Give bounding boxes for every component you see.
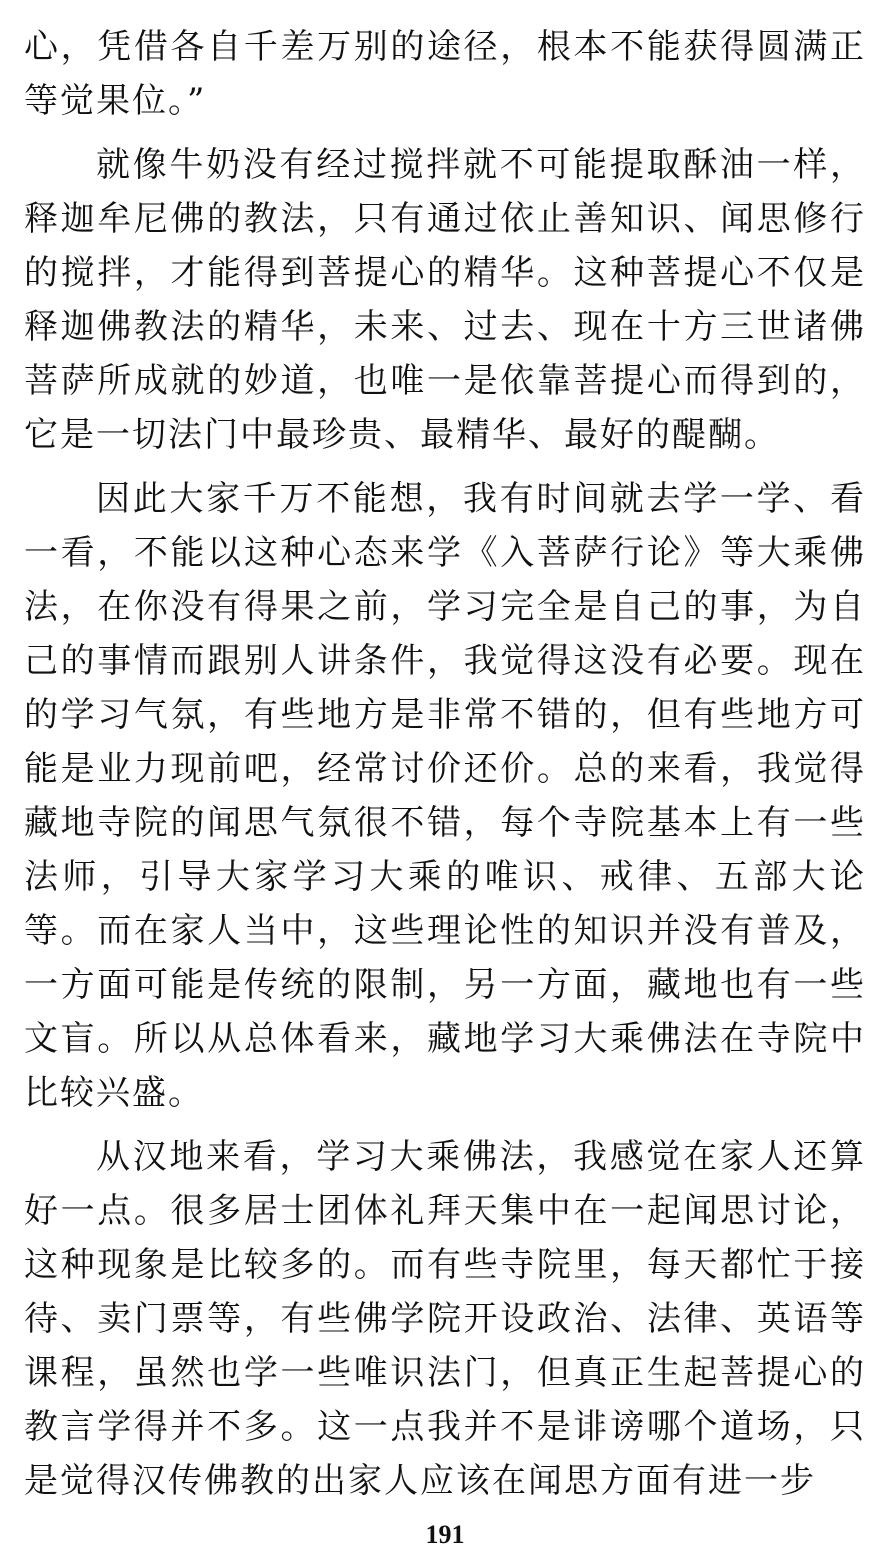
paragraph-han-region: 从汉地来看，学习大乘佛法，我感觉在家人还算好一点。很多居士团体礼拜天集中在一起闻思讨论，这种现象是比较多的。而有些寺院里，每天都忙于接待、卖门票等，有些佛学院开设政治、法律、英语等课程，虽然也学一些唯识法门，但真正生起菩提心的教言学得并不多。这一点我并不是诽谤哪个道场，只是觉得汉传佛教的出家人应该在闻思方面有进一步 xyxy=(24,1137,866,1501)
paragraph-milk-analogy: 就像牛奶没有经过搅拌就不可能提取酥油一样，释迦牟尼佛的教法，只有通过依止善知识、闻思修行的搅拌，才能得到菩提心的精华。这种菩提心不仅是释迦佛教法的精华，未来、过去、现在十方三世诸佛菩萨所成就的妙道，也唯一是依靠菩提心而得到的，它是一切法门中最珍贵、最精华、最好的醍醐。 xyxy=(24,145,866,455)
page-body xyxy=(24,20,866,1518)
paragraph-study-attitude: 因此大家千万不能想，我有时间就去学一学、看一看，不能以这种心态来学《入菩萨行论》等大乘佛法，在你没有得果之前，学习完全是自己的事，为自己的事情而跟别人讲条件，我觉得这没有必要。现在的学习气氛，有些地方是非常不错的，但有些地方可能是业力现前吧，经常讨价还价。总的来看，我觉得藏地寺院的闻思气氛很不错，每个寺院基本上有一些法师，引导大家学习大乘的唯识、戒律、五部大论等。而在家人当中，这些理论性的知识并没有普及，一方面可能是传统的限制，另一方面，藏地也有一些文盲。所以从总体看来，藏地学习大乘佛法在寺院中比较兴盛。 xyxy=(24,479,866,1113)
paragraph-continued: 心，凭借各自千差万别的途径，根本不能获得圆满正等觉果位。” xyxy=(24,27,866,121)
page-number: 191 xyxy=(425,1520,465,1549)
